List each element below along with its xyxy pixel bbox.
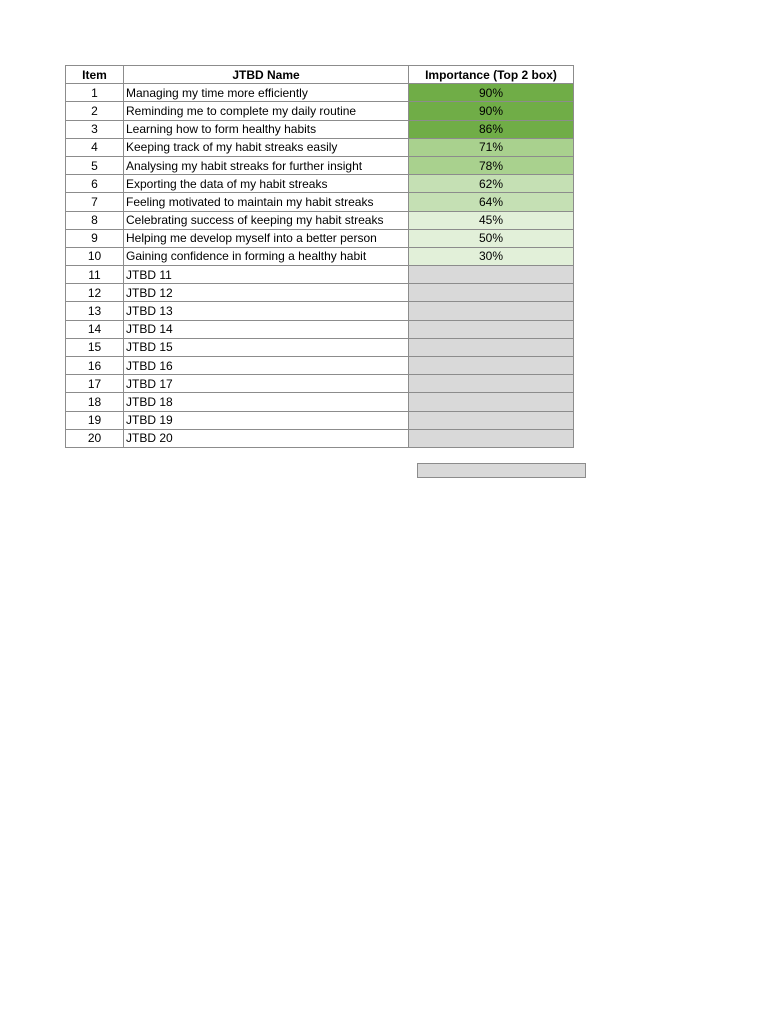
item-number-cell: 13 <box>66 302 124 320</box>
importance-cell <box>409 393 574 411</box>
table-row <box>66 284 574 302</box>
table-row <box>66 84 574 102</box>
table-row <box>66 138 574 156</box>
jtbd-name-cell: JTBD 17 <box>124 375 409 393</box>
importance-cell: 78% <box>409 156 574 174</box>
jtbd-name-cell: JTBD 15 <box>124 338 409 356</box>
item-number-cell: 11 <box>66 266 124 284</box>
importance-cell <box>409 357 574 375</box>
importance-cell: 45% <box>409 211 574 229</box>
table-row <box>66 247 574 265</box>
table-row <box>66 193 574 211</box>
importance-cell: 62% <box>409 175 574 193</box>
table-row <box>66 429 574 447</box>
importance-cell: 30% <box>409 247 574 265</box>
jtbd-name-cell: Analysing my habit streaks for further insight <box>124 156 409 174</box>
table-row <box>66 393 574 411</box>
item-number-cell: 12 <box>66 284 124 302</box>
importance-cell: 90% <box>409 102 574 120</box>
table-row <box>66 175 574 193</box>
importance-cell <box>409 266 574 284</box>
item-number-cell: 5 <box>66 156 124 174</box>
table-row <box>66 266 574 284</box>
importance-cell: 50% <box>409 229 574 247</box>
importance-cell <box>409 375 574 393</box>
header-item: Item <box>66 66 124 84</box>
jtbd-name-cell: JTBD 14 <box>124 320 409 338</box>
item-number-cell: 2 <box>66 102 124 120</box>
importance-cell: 64% <box>409 193 574 211</box>
table-row <box>66 375 574 393</box>
item-number-cell: 19 <box>66 411 124 429</box>
importance-cell: 90% <box>409 84 574 102</box>
item-number-cell: 3 <box>66 120 124 138</box>
importance-cell <box>409 411 574 429</box>
jtbd-name-cell: Managing my time more efficiently <box>124 84 409 102</box>
table-row <box>66 156 574 174</box>
jtbd-name-cell: Celebrating success of keeping my habit streaks <box>124 211 409 229</box>
importance-cell <box>409 320 574 338</box>
jtbd-name-cell: Keeping track of my habit streaks easily <box>124 138 409 156</box>
jtbd-name-cell: JTBD 19 <box>124 411 409 429</box>
item-number-cell: 17 <box>66 375 124 393</box>
header-row <box>66 66 574 84</box>
item-number-cell: 16 <box>66 357 124 375</box>
table-row <box>66 411 574 429</box>
jtbd-importance-table <box>65 65 574 448</box>
item-number-cell: 7 <box>66 193 124 211</box>
table-row <box>66 102 574 120</box>
item-number-cell: 18 <box>66 393 124 411</box>
importance-cell <box>409 284 574 302</box>
importance-cell <box>409 429 574 447</box>
jtbd-name-cell: JTBD 11 <box>124 266 409 284</box>
importance-cell <box>409 302 574 320</box>
table-row <box>66 302 574 320</box>
table-row <box>66 338 574 356</box>
item-number-cell: 1 <box>66 84 124 102</box>
item-number-cell: 10 <box>66 247 124 265</box>
summary-cell <box>417 463 586 478</box>
jtbd-name-cell: Reminding me to complete my daily routine <box>124 102 409 120</box>
jtbd-name-cell: JTBD 16 <box>124 357 409 375</box>
table-body <box>66 84 574 448</box>
item-number-cell: 15 <box>66 338 124 356</box>
jtbd-name-cell: JTBD 13 <box>124 302 409 320</box>
jtbd-name-cell: Exporting the data of my habit streaks <box>124 175 409 193</box>
jtbd-name-cell: Learning how to form healthy habits <box>124 120 409 138</box>
item-number-cell: 4 <box>66 138 124 156</box>
jtbd-name-cell: Helping me develop myself into a better person <box>124 229 409 247</box>
header-importance: Importance (Top 2 box) <box>409 66 574 84</box>
importance-cell <box>409 338 574 356</box>
table-row <box>66 320 574 338</box>
importance-cell: 86% <box>409 120 574 138</box>
jtbd-name-cell: JTBD 12 <box>124 284 409 302</box>
jtbd-name-cell: JTBD 20 <box>124 429 409 447</box>
item-number-cell: 9 <box>66 229 124 247</box>
importance-cell: 71% <box>409 138 574 156</box>
item-number-cell: 6 <box>66 175 124 193</box>
item-number-cell: 14 <box>66 320 124 338</box>
item-number-cell: 20 <box>66 429 124 447</box>
jtbd-name-cell: Feeling motivated to maintain my habit streaks <box>124 193 409 211</box>
table-row <box>66 120 574 138</box>
jtbd-name-cell: JTBD 18 <box>124 393 409 411</box>
jtbd-name-cell: Gaining confidence in forming a healthy habit <box>124 247 409 265</box>
table-row <box>66 357 574 375</box>
table-row <box>66 211 574 229</box>
item-number-cell: 8 <box>66 211 124 229</box>
header-jtbd-name: JTBD Name <box>124 66 409 84</box>
table-row <box>66 229 574 247</box>
